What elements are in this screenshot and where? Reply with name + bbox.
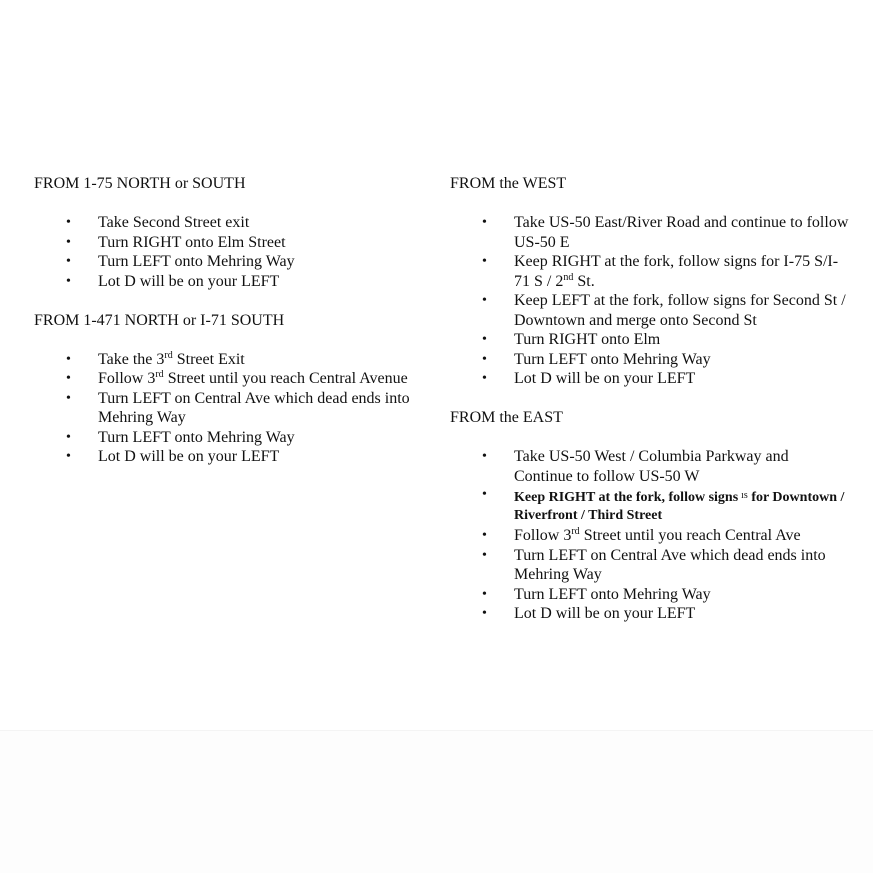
section-heading: FROM 1-75 NORTH or SOUTH <box>34 175 246 192</box>
list-item <box>34 233 434 253</box>
bullet-icon: • <box>482 487 487 502</box>
bullet-icon: • <box>66 390 71 406</box>
item-text: Take Second Street exit <box>98 214 250 231</box>
item-text <box>514 526 850 546</box>
list-item <box>450 585 850 605</box>
item-text: Turn LEFT on Central Ave which dead ends into Mehring Way <box>98 389 410 426</box>
list-item <box>450 252 850 291</box>
bullet-icon: • <box>66 371 71 386</box>
item-text: Turn RIGHT onto Elm Street <box>98 233 286 251</box>
list-item <box>34 213 434 233</box>
bullet-icon: • <box>66 234 71 250</box>
list-item <box>450 486 850 526</box>
ordinal-suffix: rd <box>571 526 580 537</box>
bullet-icon: • <box>482 586 487 602</box>
bullet-icon: • <box>482 547 487 563</box>
section-heading: FROM the WEST <box>450 175 567 192</box>
bullet-icon: • <box>66 254 71 269</box>
list-item <box>450 291 850 330</box>
item-text-end: for Downtown / Riverfront / Third Street <box>514 490 845 523</box>
item-text-end: Street until you reach Central Avenue <box>163 370 408 387</box>
directions-list <box>450 213 850 389</box>
bullet-icon: • <box>482 606 487 621</box>
section-from-east <box>450 408 850 624</box>
bullet-icon: • <box>66 215 71 230</box>
bullet-icon: • <box>66 273 71 289</box>
list-item <box>450 350 850 370</box>
item-text-start: Keep RIGHT at the fork, follow signs for I-75 S/I-71 S / 2 <box>514 253 839 290</box>
section-from-west <box>450 174 850 389</box>
bullet-icon: • <box>482 215 487 230</box>
bullet-icon: • <box>66 449 71 464</box>
bullet-icon: • <box>482 449 487 464</box>
item-text-end: Street Exit <box>172 350 245 368</box>
item-text <box>514 487 850 524</box>
section-heading: FROM the EAST <box>450 409 563 426</box>
list-item <box>450 526 850 546</box>
item-text-start: Take the 3 <box>98 350 165 368</box>
list-item <box>34 447 434 467</box>
list-item <box>450 369 850 389</box>
ordinal-suffix: rd <box>155 369 164 380</box>
directions-list <box>34 213 434 291</box>
right-column <box>450 174 850 643</box>
list-item <box>450 546 850 585</box>
list-item <box>34 272 434 292</box>
item-text: Turn RIGHT onto Elm <box>514 331 661 348</box>
list-item <box>34 428 434 448</box>
section-from-i75 <box>34 174 434 291</box>
item-text-end: Street until you reach Central Ave <box>579 527 801 544</box>
item-text: Turn LEFT onto Mehring Way <box>514 585 711 603</box>
ordinal-suffix: nd <box>563 271 574 283</box>
bullet-icon: • <box>482 351 487 367</box>
list-item <box>450 604 850 624</box>
section-from-i471 <box>34 311 434 467</box>
list-item <box>34 389 434 428</box>
directions-list <box>34 350 434 467</box>
item-text: Take US-50 East/River Road and continue to follow US-50 E <box>514 214 849 251</box>
item-text <box>514 252 850 291</box>
item-text: Turn LEFT on Central Ave which dead ends into Mehring Way <box>514 546 826 583</box>
item-text-start: Keep RIGHT at the fork, follow signs <box>514 490 739 505</box>
item-text: Lot D will be on your LEFT <box>98 448 280 465</box>
bullet-icon: • <box>66 429 71 445</box>
item-text: Turn LEFT onto Mehring Way <box>514 350 711 368</box>
list-item <box>450 213 850 252</box>
directions-list <box>450 447 850 624</box>
item-text: Take US-50 West / Columbia Parkway and Continue to follow US-50 W <box>514 448 789 485</box>
left-column <box>34 174 434 486</box>
list-item <box>450 330 850 350</box>
list-item <box>34 350 434 370</box>
page-bottom-area <box>0 730 873 873</box>
list-item <box>34 252 434 272</box>
bullet-icon: • <box>66 351 71 367</box>
bullet-icon: • <box>482 293 487 308</box>
item-text: Turn LEFT onto Mehring Way <box>98 428 295 446</box>
bullet-icon: • <box>482 371 487 386</box>
item-text <box>98 369 434 389</box>
item-text: Keep LEFT at the fork, follow signs for Second St / Downtown and merge onto Second St <box>514 292 846 329</box>
list-item <box>450 447 850 486</box>
ordinal-suffix: rd <box>164 349 173 361</box>
item-text-start: Follow 3 <box>98 370 156 387</box>
item-text: Lot D will be on your LEFT <box>98 272 280 290</box>
list-item <box>34 369 434 389</box>
item-text: Lot D will be on your LEFT <box>514 605 696 622</box>
item-text-start: Follow 3 <box>514 527 572 544</box>
section-heading: FROM 1-471 NORTH or I-71 SOUTH <box>34 311 285 329</box>
item-text: Turn LEFT onto Mehring Way <box>98 253 295 270</box>
item-text-end: St. <box>573 272 595 290</box>
stray-mark: ıs <box>741 490 748 501</box>
bullet-icon: • <box>482 332 487 347</box>
bullet-icon: • <box>482 254 487 269</box>
bullet-icon: • <box>482 528 487 543</box>
item-text: Lot D will be on your LEFT <box>514 370 696 387</box>
item-text <box>98 350 434 370</box>
